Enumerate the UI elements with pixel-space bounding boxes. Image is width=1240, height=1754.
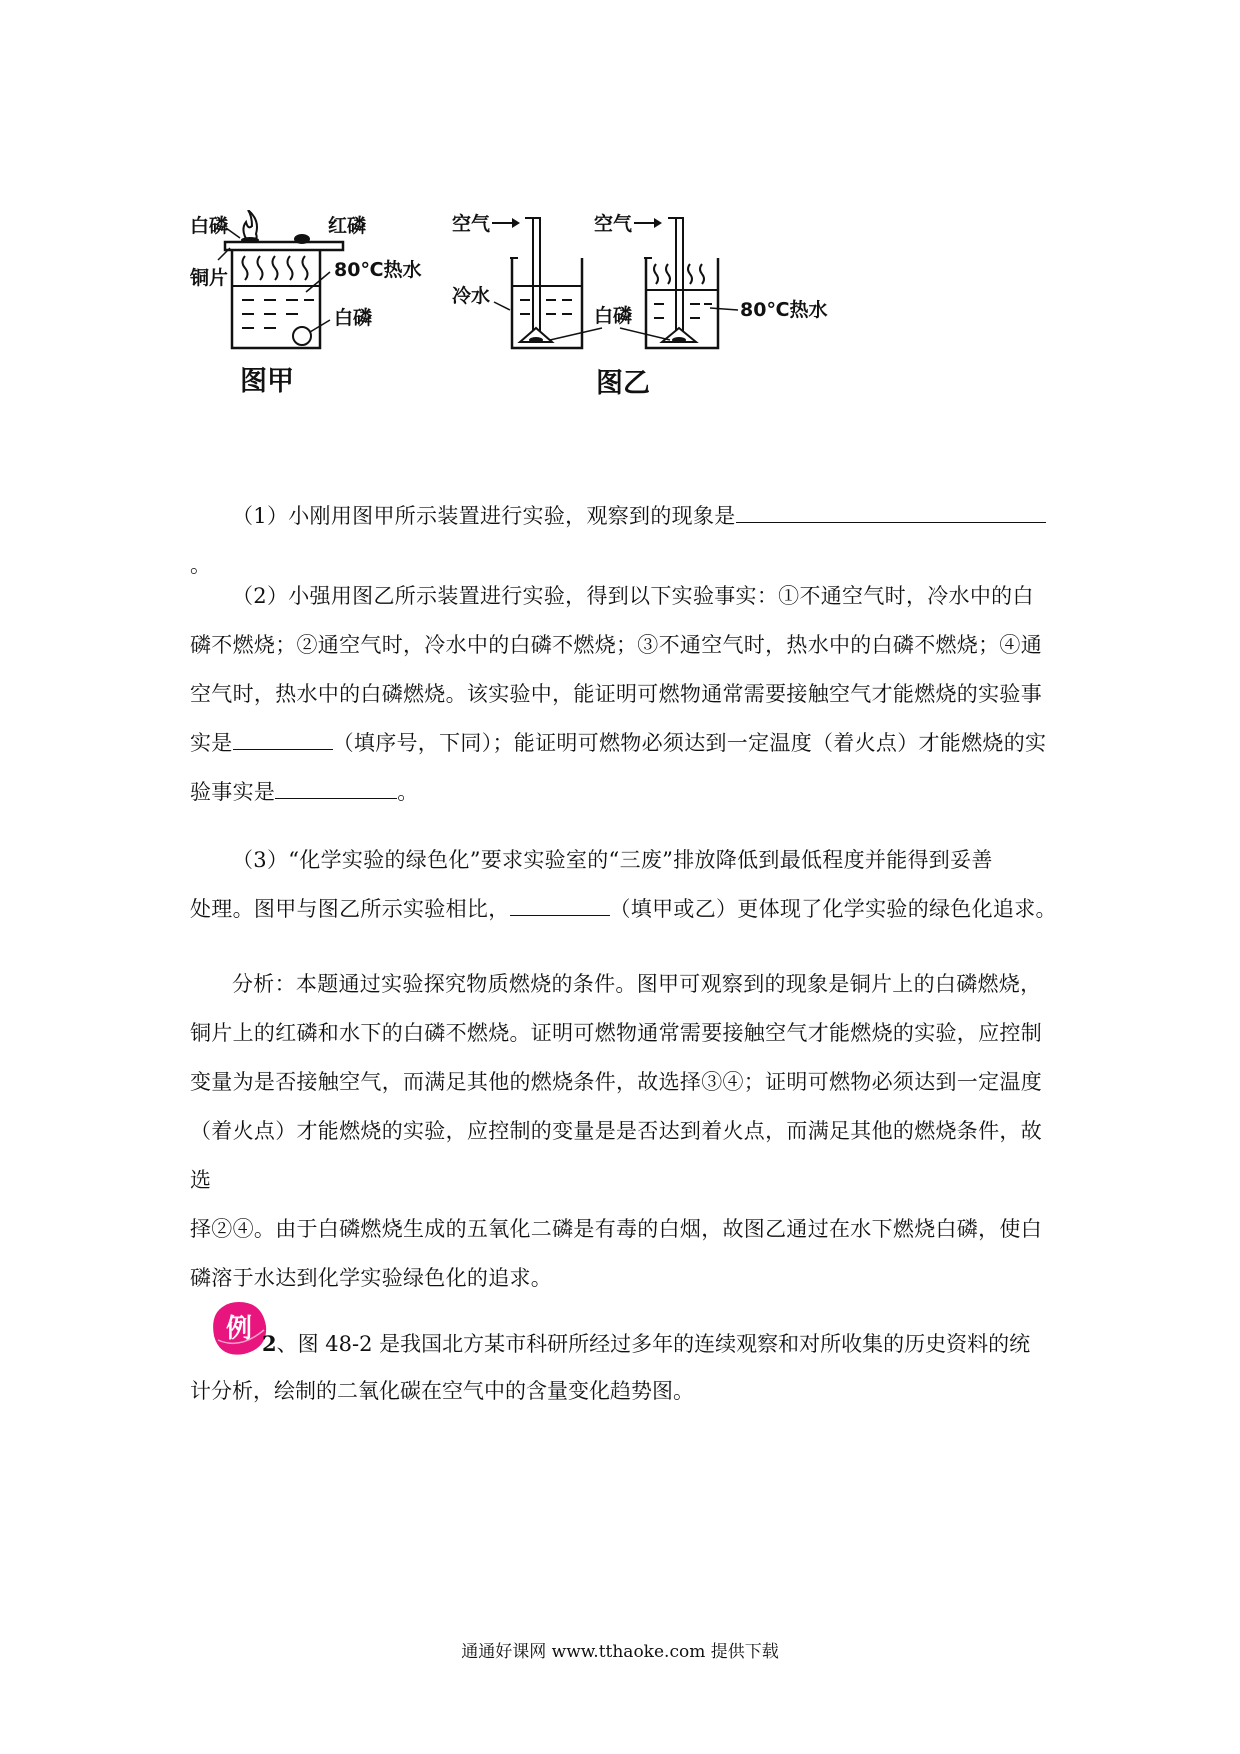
label-red-p: 红磷 [328,215,367,237]
arrow-icon [492,218,520,228]
label-copper: 铜片 [190,267,229,289]
label-air-left: 空气 [452,213,491,235]
red-phosphorus [294,234,310,244]
white-phosphorus-top [241,237,259,243]
label-white-p-yi: 白磷 [594,305,633,327]
air-tube-left [525,218,540,334]
answer-blank-2b[interactable] [275,776,397,799]
copper-plate [225,242,343,250]
figure-yi [452,212,827,399]
label-hot-water-yi: 80℃热水 [740,299,828,321]
label-cold-water: 冷水 [452,285,491,307]
white-phosphorus-bottom [293,327,311,345]
steam-icon [243,256,308,280]
white-phosphorus-cold [529,337,543,343]
page-footer: 通通好课网 www.tthaoke.com 提供下载 [461,1642,779,1662]
figure-jia [190,210,421,397]
white-phosphorus-hot [672,337,686,343]
experiment-diagram [190,210,940,455]
label-white-p-bottom: 白磷 [334,307,373,329]
question-1: （1）小刚用图甲所示装置进行实验，观察到的现象是。 [190,492,1060,590]
example-badge-label: 例 [225,1314,253,1344]
answer-blank-1[interactable] [736,500,1046,523]
water-dashes [242,300,314,328]
caption-yi: 图乙 [596,368,650,399]
experiment-figure [190,210,940,455]
arrow-icon [634,218,662,228]
answer-blank-2a[interactable] [233,727,333,750]
caption-jia: 图甲 [240,366,294,397]
answer-blank-3[interactable] [510,893,610,916]
label-hot-water-jia: 80℃热水 [334,259,422,281]
question-2: （2）小强用图乙所示装置进行实验，得到以下实验事实：①不通空气时，冷水中的白 磷不燃烧；②通空气时，冷水中的白磷不燃烧；③不通空气时，热水中的白磷不燃烧；④通 空气时，热水中的白磷燃烧。该实验中，能证明可燃物通常需要接触空气才能燃烧的实验事 实是 （填序号，下同）；能证明可燃物必须达到一定温度（着火点）才能燃烧的实 验事实是 。 [190,584,1047,804]
question-3: （3）“化学实验的绿色化”要求实验室的“三废”排放降低到最低程度并能得到妥善 处理。图甲与图乙所示实验相比， （填甲或乙）更体现了化学实验的绿色化追求。 [190,848,1057,921]
steam-icon [654,264,704,284]
label-white-p-top: 白磷 [190,215,229,237]
question-1-text: （1）小刚用图甲所示装置进行实验，观察到的现象是 [232,504,736,528]
label-air-right: 空气 [594,213,633,235]
analysis: 分析：本题通过实验探究物质燃烧的条件。图甲可观察到的现象是铜片上的白磷燃烧， 铜片上的红磷和水下的白磷不燃烧。证明可燃物通常需要接触空气才能燃烧的实验，应控制 变量为是否接触空气，而满足其他的燃烧条件，故选择③④；证明可燃物必须达到一定温度 （着火点）才能燃烧的实验，应控制的变量是是否达到着火点，而满足其他的燃烧条件，故选 择②④。由于白磷燃烧生成的五氧化二磷是有毒的白烟，故图乙通过在水下燃烧白磷，使白 磷溶于水达到化学实验绿色化的追求。 [190,972,1042,1290]
example-2: 2、图 48-2 是我国北方某市科研所经过多年的连续观察和对所收集的历史资料的统 计分析，绘制的二氧化碳在空气中的含量变化趋势图。 [190,1331,1031,1403]
example-number: 2 [262,1331,277,1356]
